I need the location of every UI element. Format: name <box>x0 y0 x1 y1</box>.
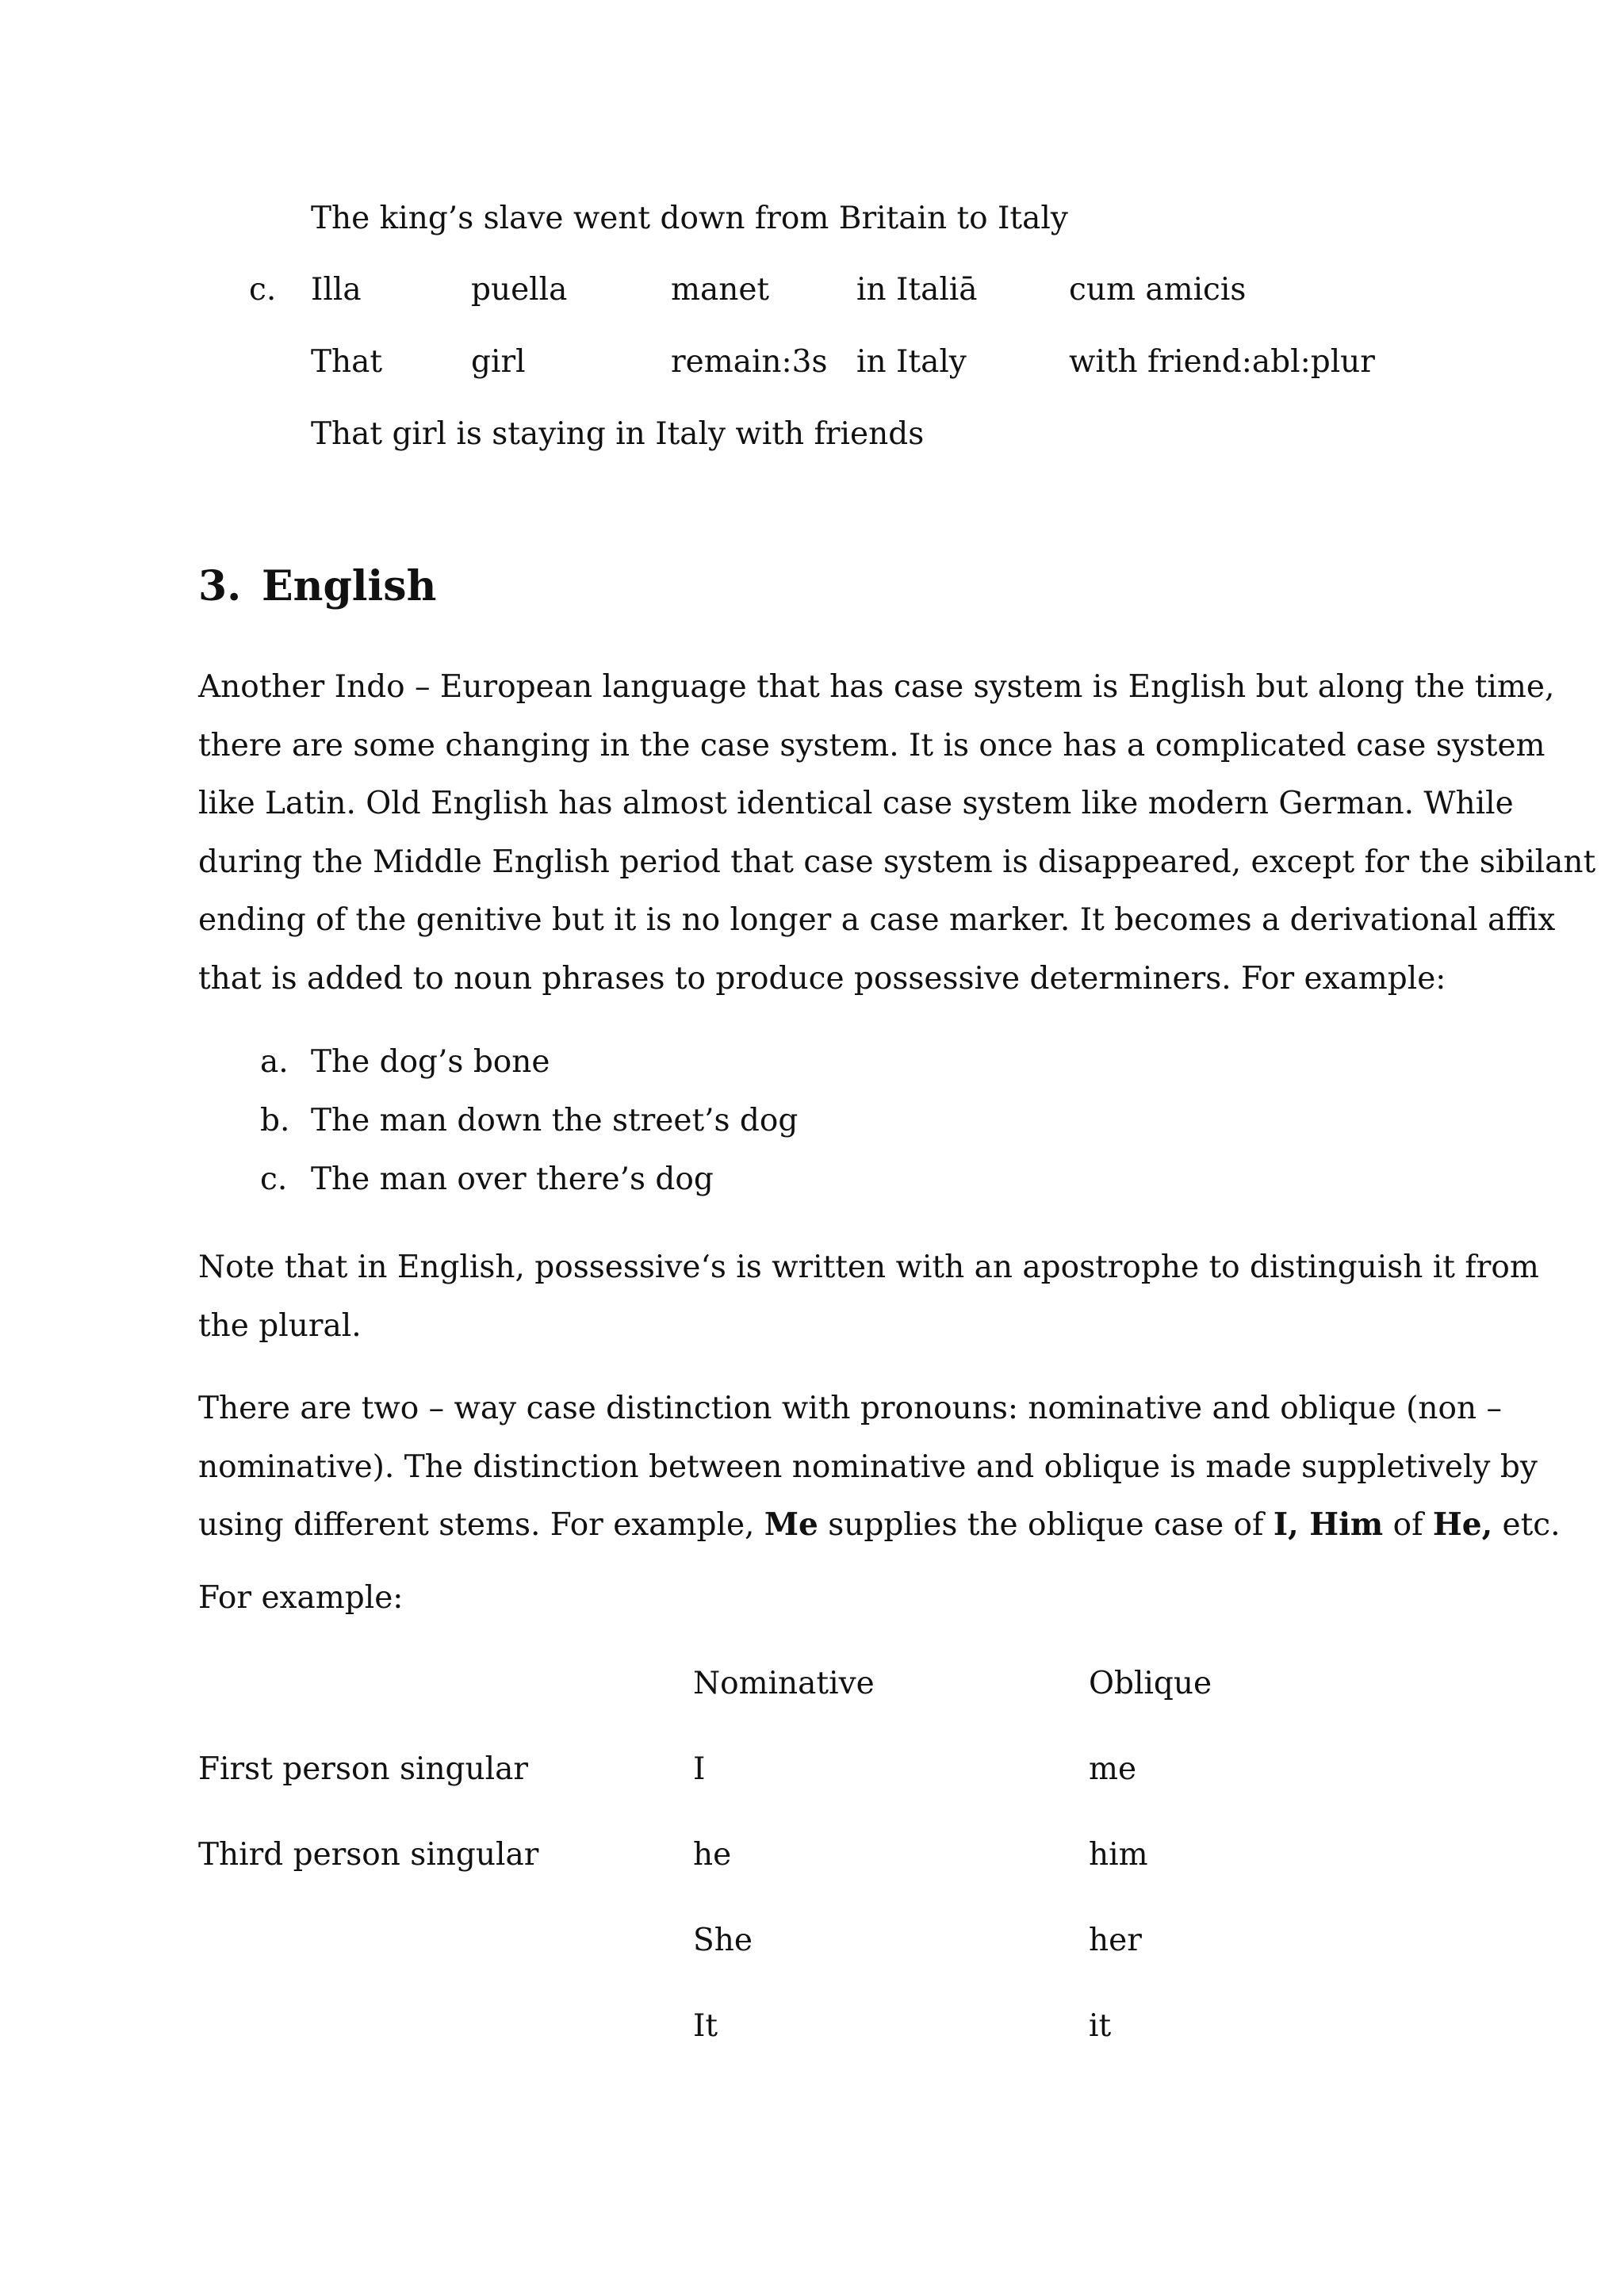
latin-word: in Italiā <box>856 272 978 308</box>
for-example-label: For example: <box>198 1580 404 1616</box>
gloss-word: in Italy <box>856 344 967 380</box>
table-cell: her <box>1089 1923 1142 1958</box>
latin-word: puella <box>471 272 568 308</box>
gloss-word: That <box>311 344 383 380</box>
text-run: using different stems. For example, <box>198 1507 764 1543</box>
paragraph-line-mixed <box>198 1496 1561 1555</box>
paragraph-line: Note that in English, possessive‘s is written with an apostrophe to distinguish it from <box>198 1249 1539 1285</box>
bold-term: He, <box>1432 1506 1493 1543</box>
paragraph-3 <box>198 1380 1561 1555</box>
example-text: The man over there’s dog <box>311 1161 714 1197</box>
gloss-word: remain:3s <box>671 344 828 380</box>
gloss-word: girl <box>471 344 526 380</box>
table-header: Oblique <box>1089 1666 1212 1701</box>
table-cell: It <box>693 2008 718 2044</box>
paragraph-line: ending of the genitive but it is no longer a case marker. It becomes a derivational affix <box>198 902 1556 938</box>
paragraph-line: like Latin. Old English has almost identical case system like modern German. While <box>198 786 1514 821</box>
example-marker: c. <box>260 1161 288 1197</box>
text-run: etc. <box>1492 1507 1561 1543</box>
table-cell: he <box>693 1837 732 1873</box>
paragraph-1 <box>198 658 1596 1008</box>
table-cell-label: First person singular <box>198 1751 529 1787</box>
paragraph-line: there are some changing in the case system. It is once has a complicated case system <box>198 727 1545 763</box>
latin-word: manet <box>671 272 770 308</box>
bold-term: I, Him <box>1273 1506 1384 1543</box>
example-marker: b. <box>260 1103 290 1138</box>
table-cell: She <box>693 1923 753 1958</box>
table-cell: I <box>693 1751 706 1787</box>
table-header: Nominative <box>693 1666 875 1701</box>
text-run: of <box>1383 1507 1433 1543</box>
translation-c: That girl is staying in Italy with friends <box>311 416 925 452</box>
example-marker: a. <box>260 1044 289 1080</box>
example-c-marker: c. <box>249 272 277 308</box>
latin-word: Illa <box>311 272 362 308</box>
example-text: The dog’s bone <box>311 1044 550 1080</box>
paragraph-line: nominative). The distinction between nominative and oblique is made suppletively by <box>198 1448 1538 1485</box>
paragraph-line: that is added to noun phrases to produce possessive determiners. For example: <box>198 960 1446 997</box>
paragraph-line: the plural. <box>198 1307 362 1344</box>
text-run: supplies the oblique case of <box>818 1507 1274 1543</box>
table-cell: it <box>1089 2008 1112 2044</box>
paragraph-line: during the Middle English period that case system is disappeared, except for the sibilant <box>198 844 1596 880</box>
table-cell-label: Third person singular <box>198 1837 539 1873</box>
bold-term: Me <box>764 1506 818 1543</box>
table-cell: him <box>1089 1837 1148 1873</box>
paragraph-2 <box>198 1238 1539 1355</box>
paragraph-line: Another Indo – European language that has case system is English but along the time, <box>198 669 1555 705</box>
latin-word: cum amicis <box>1069 272 1247 308</box>
section-title: English <box>262 562 437 610</box>
gloss-word: with friend:abl:plur <box>1069 344 1375 380</box>
section-number: 3. <box>198 562 242 610</box>
paragraph-line: There are two – way case distinction with pronouns: nominative and oblique (non – <box>198 1391 1502 1426</box>
translation-b: The king’s slave went down from Britain to Italy <box>311 201 1068 236</box>
table-cell: me <box>1089 1751 1137 1787</box>
example-text: The man down the street’s dog <box>311 1103 799 1138</box>
